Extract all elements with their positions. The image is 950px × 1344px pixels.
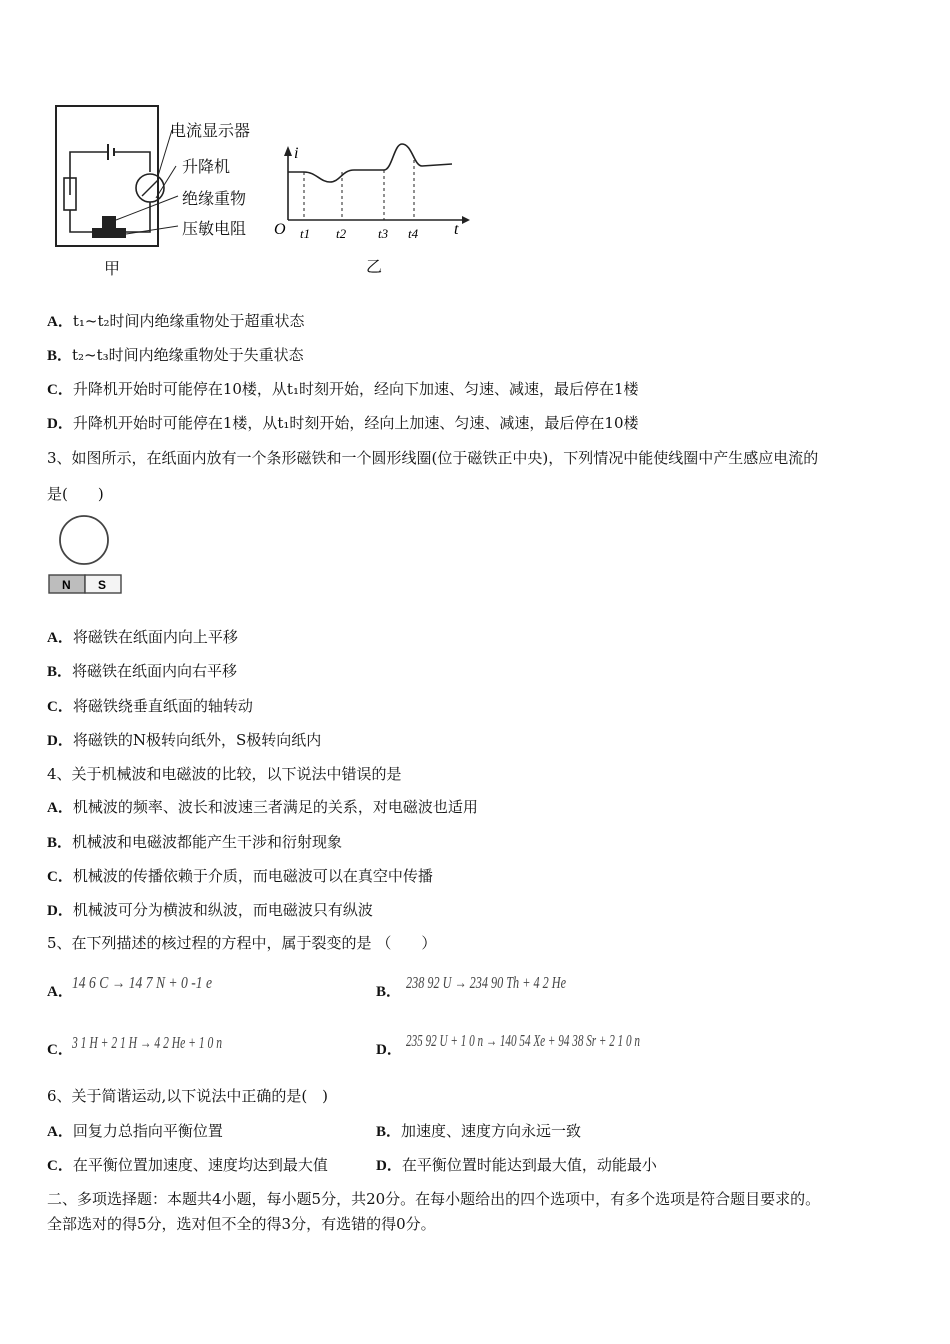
option-label: A． [47, 800, 73, 816]
q5-equation-d [406, 1024, 646, 1054]
tick-t1: t1 [300, 226, 311, 241]
option-label: D． [47, 903, 73, 919]
caption-yi: 乙 [366, 257, 383, 276]
option-text: t₁~t₂时间内绝缘重物处于超重状态 [72, 312, 305, 330]
q5-equation-a [72, 966, 222, 996]
option-label: D． [47, 733, 73, 749]
q6-stem: 6、关于简谐运动,以下说法中正确的是( ) [47, 1087, 329, 1105]
q3-option-c [47, 696, 253, 717]
q5-equation-c [72, 1026, 232, 1056]
option-label: C． [47, 1158, 73, 1174]
option-text: 加速度、速度方向永远一致 [401, 1122, 582, 1140]
option-label: C． [47, 869, 73, 885]
q2-option-c [47, 379, 639, 400]
option-label: B． [47, 835, 73, 851]
option-label: D． [376, 1158, 402, 1174]
option-label: A． [47, 1124, 73, 1140]
option-text: 将磁铁绕垂直纸面的轴转动 [72, 697, 253, 715]
section2-heading-line1: 二、多项选择题：本题共4小题，每小题5分，共20分。在每小题给出的四个选项中，有多个选项是符合题目要求的。 [47, 1190, 821, 1208]
option-text: 将磁铁在纸面内向右平移 [72, 662, 238, 680]
q3-option-d [47, 730, 321, 751]
q2-option-d [47, 413, 639, 434]
equation-text: 238 92 U → 234 90 Th + 4 2 He [406, 973, 567, 992]
magnet-s-pole: S [98, 578, 107, 592]
q3-stem-line2: 是( ) [47, 485, 104, 503]
label-current-display: 电流显示器 [170, 121, 251, 140]
label-insulated-weight: 绝缘重物 [182, 189, 247, 208]
option-text: 升降机开始时可能停在1楼，从t₁时刻开始，经向上加速、匀速、减速，最后停在10楼 [72, 414, 639, 432]
option-label: C． [47, 699, 73, 715]
q6-option-c [47, 1155, 328, 1176]
q5-stem: 5、在下列描述的核过程的方程中，属于裂变的是 （ ） [47, 934, 437, 952]
q6-option-b [376, 1121, 581, 1142]
q4-option-a [47, 797, 478, 818]
caption-jia: 甲 [104, 259, 121, 278]
q4-option-c [47, 866, 433, 887]
option-text: t₂~t₃时间内绝缘重物处于失重状态 [72, 346, 304, 364]
axis-y-label: i [294, 145, 299, 162]
option-label: B． [376, 1124, 402, 1140]
section2-heading-line2: 全部选对的得5分，选对但不全的得3分，有选错的得0分。 [47, 1215, 436, 1233]
q6-option-a [47, 1121, 223, 1142]
tick-t3: t3 [378, 226, 389, 241]
q3-option-b [47, 661, 237, 682]
option-label: B． [47, 348, 73, 364]
q2-option-b [47, 345, 304, 366]
option-text: 机械波可分为横波和纵波，而电磁波只有纵波 [72, 901, 373, 919]
option-label: D． [47, 416, 73, 432]
tick-t2: t2 [336, 226, 347, 241]
option-text: 机械波和电磁波都能产生干涉和衍射现象 [72, 833, 343, 851]
q3-option-a [47, 627, 238, 648]
option-text: 将磁铁在纸面内向上平移 [72, 628, 238, 646]
axis-x-label: t [454, 221, 459, 238]
q5-label-a: A． [47, 984, 73, 1000]
option-text: 升降机开始时可能停在10楼，从t₁时刻开始，经向下加速、匀速、减速，最后停在1楼 [72, 380, 639, 398]
tick-t4: t4 [408, 226, 419, 241]
coil-circle [60, 516, 108, 564]
q5-label-b: B． [376, 984, 402, 1000]
q4-stem: 4、关于机械波和电磁波的比较，以下说法中错误的是 [47, 765, 402, 783]
option-label: B． [47, 664, 73, 680]
option-text: 回复力总指向平衡位置 [72, 1122, 223, 1140]
option-text: 机械波的频率、波长和波速三者满足的关系，对电磁波也适用 [72, 798, 478, 816]
equation-text: 3 1 H + 2 1 H → 4 2 He + 1 0 n [71, 1033, 222, 1052]
option-text: 在平衡位置加速度、速度均达到最大值 [72, 1156, 328, 1174]
q4-option-b [47, 832, 342, 853]
q5-label-d: D． [376, 1042, 402, 1058]
q2-option-a [47, 311, 305, 332]
q4-option-d [47, 900, 373, 921]
equation-text: 14 6 C → 14 7 N + 0 -1 e [72, 973, 213, 992]
option-text: 在平衡位置时能达到最大值，动能最小 [401, 1156, 657, 1174]
option-label: A． [47, 630, 73, 646]
q5-equation-b [406, 966, 576, 996]
equation-text: 235 92 U + 1 0 n → 140 54 Xe + 94 38 Sr + 2 1 0 n [406, 1031, 640, 1050]
option-text: 机械波的传播依赖于介质，而电磁波可以在真空中传播 [72, 867, 433, 885]
q6-option-d [376, 1155, 657, 1176]
option-text: 将磁铁的N极转向纸外，S极转向纸内 [72, 731, 322, 749]
figure-magnet-coil [46, 512, 126, 598]
label-press-resistor: 压敏电阻 [182, 219, 247, 238]
magnet-n-pole: N [62, 578, 71, 592]
option-label: C． [47, 382, 73, 398]
label-elevator: 升降机 [182, 157, 231, 176]
origin-label: O [274, 221, 286, 238]
q5-label-c: C． [47, 1042, 73, 1058]
figure-elevator-circuit [50, 100, 470, 280]
q3-stem-line1: 3、如图所示，在纸面内放有一个条形磁铁和一个圆形线圈(位于磁铁正中央)，下列情况中能使线圈中产生感应电流的 [47, 449, 819, 467]
option-label: A． [47, 314, 73, 330]
